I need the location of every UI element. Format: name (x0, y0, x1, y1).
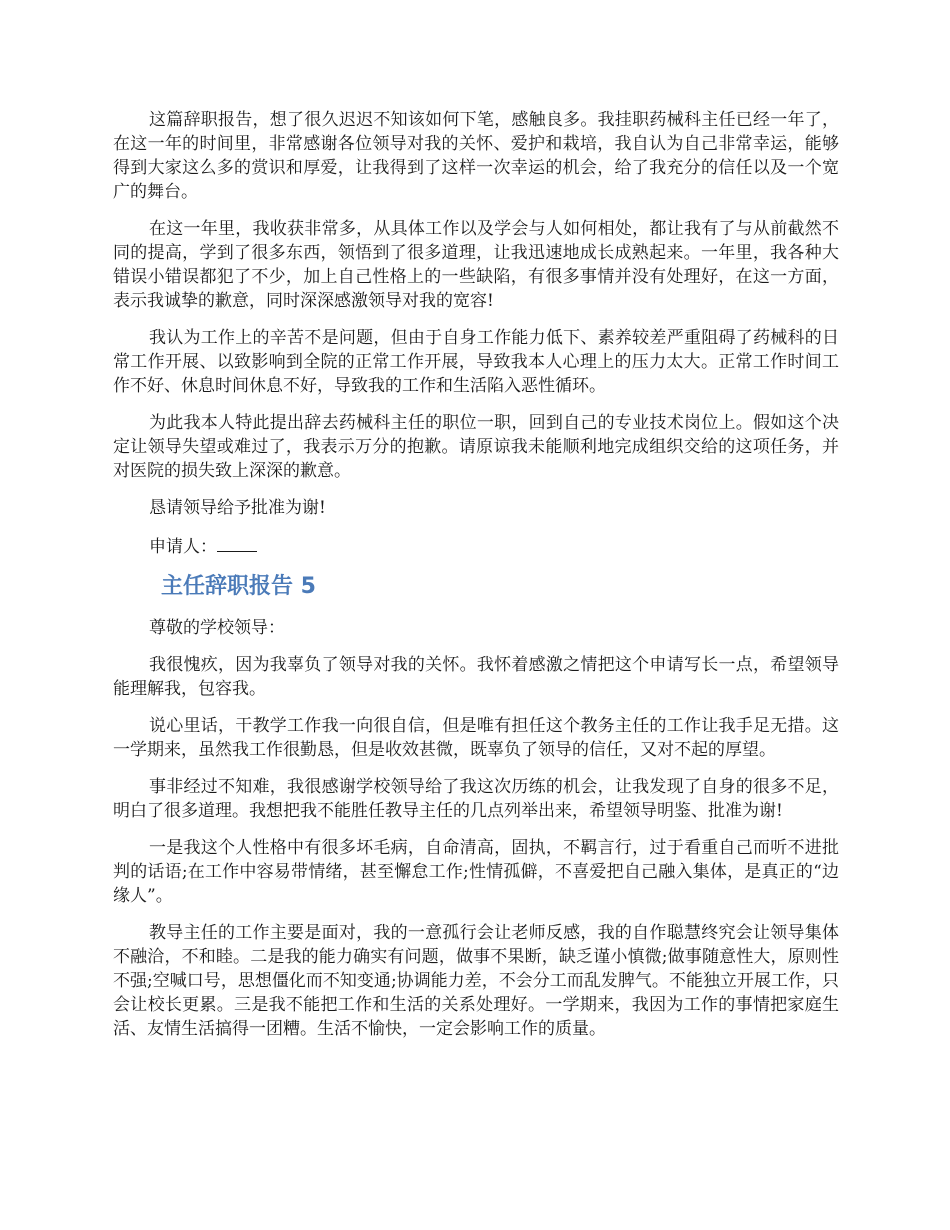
salutation: 尊敬的学校领导： (149, 618, 285, 638)
body-paragraph: 在这一年里，我收获非常多，从具体工作以及学会与人如何相处，都让我有了与从前截然不同的提高，学到了很多东西，领悟到了很多道理，让我迅速地成长成熟起来。一年里，我各种大错误小错误都犯了不少，加上自己性格上的一些缺陷，有很多事情并没有处理好，在这一方面，表示我诚挚的歉意，同时深深感激领导对我的宽容! (113, 219, 839, 311)
body-paragraph: 这篇辞职报告，想了很久迟迟不知该如何下笔，感触良多。我挂职药械科主任已经一年了，在这一年的时间里，非常感谢各位领导对我的关怀、爱护和栽培，我自认为自己非常幸运，能够得到大家这么多的赏识和厚爱，让我得到了这样一次幸运的机会，给了我充分的信任以及一个宽广的舞台。 (113, 110, 839, 202)
signature-line (113, 533, 839, 559)
body-paragraph: 事非经过不知难，我很感谢学校领导给了我这次历练的机会，让我发现了自身的很多不足，明白了很多道理。我想把我不能胜任教导主任的几点列举出来，希望领导明鉴、批准为谢! (113, 777, 839, 821)
signature-blank (217, 533, 257, 552)
body-paragraph: 我认为工作上的辛苦不是问题，但由于自身工作能力低下、素养较差严重阻碍了药械科的日常工作开展、以致影响到全院的正常工作开展，导致我本人心理上的压力太大。正常工作时间工作不好、休息时间休息不好，导致我的工作和生活陷入恶性循环。 (113, 328, 839, 396)
body-paragraph: 我很愧疚，因为我辜负了领导对我的关怀。我怀着感激之情把这个申请写长一点，希望领导能理解我，包容我。 (113, 655, 839, 699)
signature-label: 申请人： (149, 537, 217, 557)
body-paragraph: 说心里话，干教学工作我一向很自信，但是唯有担任这个教务主任的工作让我手足无措。这一学期来，虽然我工作很勤恳，但是收效甚微，既辜负了领导的信任，又对不起的厚望。 (113, 716, 839, 760)
document-page (113, 108, 839, 1054)
body-paragraph: 为此我本人特此提出辞去药械科主任的职位一职，回到自己的专业技术岗位上。假如这个决定让领导失望或难过了，我表示万分的抱歉。请原谅我未能顺利地完成组织交给的这项任务，并对医院的损失致上深深的歉意。 (113, 413, 839, 481)
body-paragraph: 一是我这个人性格中有很多坏毛病，自命清高，固执，不羁言行，过于看重自己而听不进批判的话语;在工作中容易带情绪，甚至懈怠工作;性情孤僻，不喜爱把自己融入集体，是真正的“边缘人”。 (113, 838, 839, 906)
section-heading: 主任辞职报告 5 (161, 574, 316, 599)
closing-request: 恳请领导给予批准为谢! (149, 498, 326, 518)
body-paragraph: 教导主任的工作主要是面对，我的一意孤行会让老师反感，我的自作聪慧终究会让领导集体不融洽，不和睦。二是我的能力确实有问题，做事不果断，缺乏谨小慎微;做事随意性大，原则性不强;空喊口号，思想僵化而不知变通;协调能力差，不会分工而乱发脾气。不能独立开展工作，只会让校长更累。三是我不能把工作和生活的关系处理好。一学期来，我因为工作的事情把家庭生活、友情生活搞得一团糟。生活不愉快，一定会影响工作的质量。 (113, 923, 839, 1039)
